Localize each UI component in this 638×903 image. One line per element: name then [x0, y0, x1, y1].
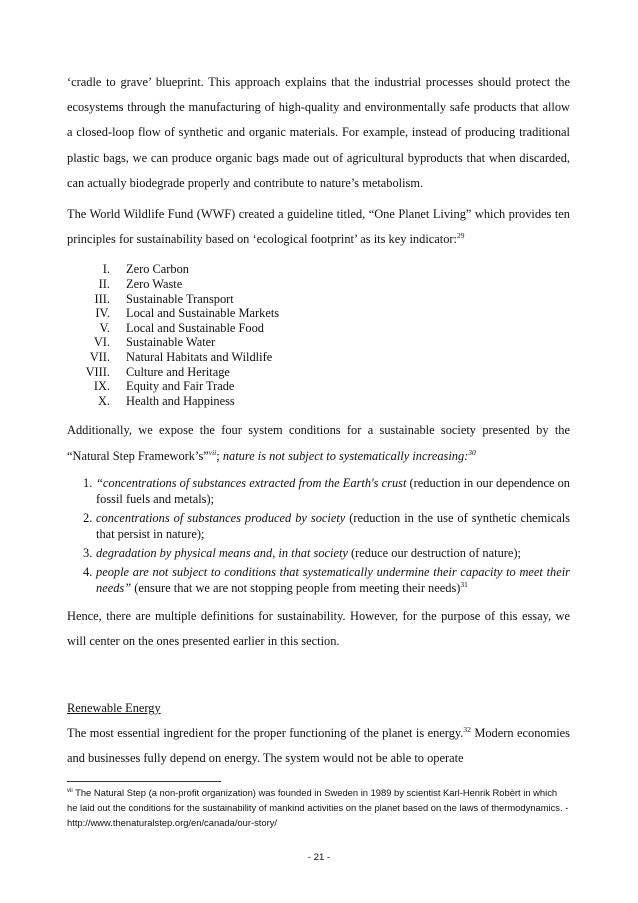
list-item-number: II.	[98, 277, 110, 292]
footnote	[67, 786, 570, 830]
paragraph-wwf	[67, 202, 570, 252]
list-item-text: (reduce our destruction of nature);	[347, 545, 521, 560]
page-number: - 21 -	[307, 852, 331, 863]
principles-list	[67, 262, 570, 408]
list-item-text: Health and Happiness	[126, 393, 235, 408]
list-item	[67, 394, 570, 409]
list-item-text: (ensure that we are not stopping people from meeting their needs)	[131, 580, 461, 595]
list-item-text: Zero Waste	[126, 277, 183, 292]
paragraph-natural-step	[67, 418, 570, 468]
list-item	[67, 475, 570, 507]
list-item-text: Natural Habitats and Wildlife	[126, 349, 273, 364]
list-item	[67, 379, 570, 394]
conditions-list	[67, 475, 570, 596]
list-item-text: (reduction in our dependence on fossil fuels and metals);	[96, 475, 570, 506]
list-item	[67, 277, 570, 292]
paragraph-natural-step-italic: nature is not subject to systematically increasing:	[222, 448, 469, 463]
paragraph-natural-step-text: Additionally, we expose the four system conditions for a sustainable society presented by the “Natural Step Framework’s”	[67, 423, 570, 463]
citation-31: 31	[460, 579, 468, 589]
citation-29: 29	[456, 231, 465, 241]
footnote-divider	[67, 781, 221, 782]
list-item-number: III.	[94, 291, 110, 306]
separator: ;	[216, 448, 223, 463]
list-item	[67, 262, 570, 277]
paragraph-energy	[67, 721, 570, 771]
list-item-number: X.	[97, 393, 110, 408]
list-item-number: 2.	[83, 510, 93, 525]
paragraph-energy-text-continued: Modern economies and businesses fully depend on energy. The system would not be able to operate	[67, 726, 570, 766]
paragraph-definitions: Hence, there are multiple definitions for sustainability. However, for the purpose of this essay, we will center on the ones presented earlier in this section.	[67, 608, 570, 648]
list-item-number: VIII.	[85, 364, 110, 379]
list-item-number: I.	[102, 262, 110, 277]
list-item	[67, 306, 570, 321]
list-item-text: Local and Sustainable Markets	[126, 306, 280, 321]
footnote-ref-vii: vii	[208, 447, 217, 457]
paragraph-cradle-to-grave: ‘cradle to grave’ blueprint. This approach explains that the industrial processes should protect the ecosystems through the manufacturing of high-quality and environmentally safe products that allow a closed-loop flow of synthetic and organic materials. For example, instead of producing traditional plastic bags, we can produce organic bags made out of agricultural byproducts that when discarded, can actually biodegrade properly and contribute to nature’s metabolism.	[67, 75, 570, 190]
list-item	[67, 510, 570, 542]
list-item-number: VII.	[89, 349, 110, 364]
list-item-italic: “concentrations of substances extracted from the Earth's crust	[96, 475, 407, 490]
list-item-number: VI.	[93, 335, 110, 350]
page-body	[67, 70, 570, 772]
list-item-number: 1.	[83, 475, 93, 490]
paragraph-energy-text: The most essential ingredient for the proper functioning of the planet is energy.	[67, 726, 464, 741]
list-item-text: Culture and Heritage	[126, 364, 230, 379]
list-item	[67, 292, 570, 307]
list-item-number: 4.	[83, 564, 93, 579]
list-item-text: Equity and Fair Trade	[126, 379, 235, 394]
list-item	[67, 335, 570, 350]
list-item-text: Local and Sustainable Food	[126, 320, 264, 335]
footnote-mark: vii	[67, 787, 73, 794]
citation-32: 32	[463, 725, 471, 735]
list-item-text: (reduction in the use of synthetic chemicals that persist in nature);	[96, 510, 570, 541]
list-item	[67, 350, 570, 365]
list-item-text: Sustainable Transport	[126, 291, 234, 306]
list-item-number: IV.	[95, 306, 110, 321]
list-item-italic: concentrations of substances produced by society	[96, 510, 346, 525]
list-item	[67, 545, 570, 561]
list-item-number: V.	[99, 320, 110, 335]
section-heading: Renewable Energy	[67, 701, 161, 716]
list-item-italic: degradation by physical means and, in that society	[96, 545, 348, 560]
list-item-text: Sustainable Water	[126, 335, 216, 350]
footnote-text: The Natural Step (a non-profit organization) was founded in Sweden in 1989 by scientist Karl-Henrik Robèrt in which he laid out the conditions for the sustainability of mankind activities on the planet based on the laws of thermodynamics. - http://www.thenaturalstep.org/en/canada/our-story/	[67, 787, 569, 828]
list-item-italic: people are not subject to conditions that systematically undermine their capacity to meet their needs”	[96, 564, 570, 595]
citation-30: 30	[468, 447, 476, 457]
paragraph-wwf-text: The World Wildlife Fund (WWF) created a guideline titled, “One Planet Living” which provides ten principles for sustainability based on ‘ecological footprint’ as its key indicator:	[67, 207, 570, 247]
list-item-number: IX.	[93, 379, 110, 394]
list-item	[67, 564, 570, 596]
list-item	[67, 321, 570, 336]
list-item	[67, 365, 570, 380]
list-item-number: 3.	[83, 545, 93, 560]
list-item-text: Zero Carbon	[126, 262, 189, 277]
